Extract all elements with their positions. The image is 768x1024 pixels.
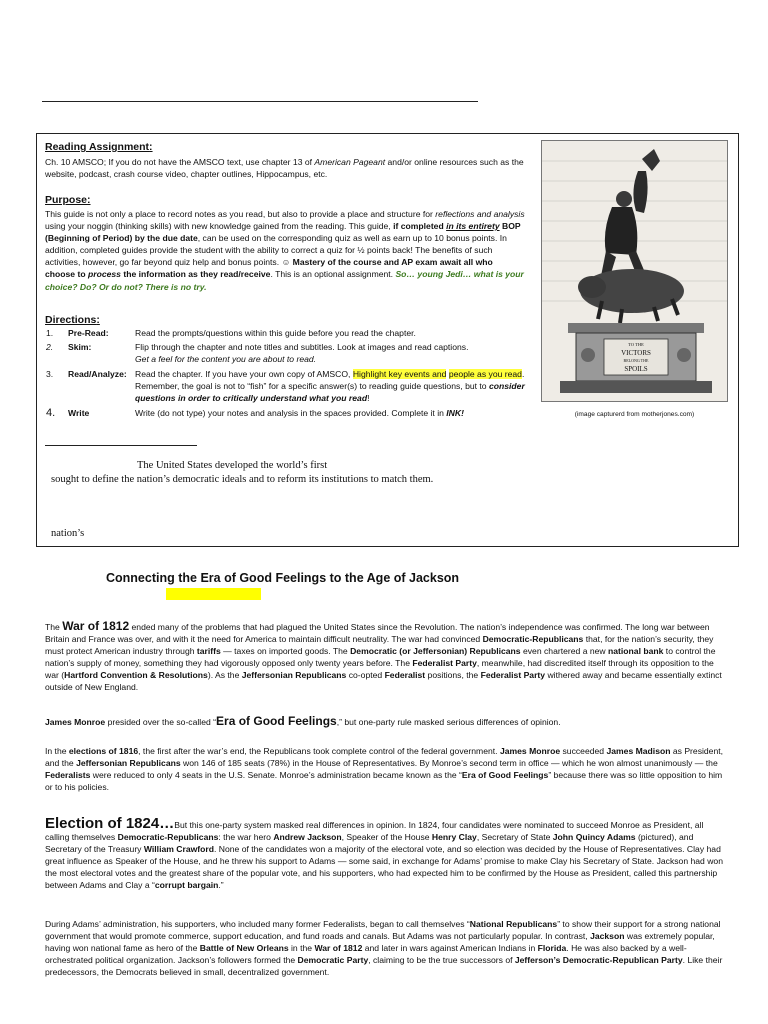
fragment-text: nation’s bbox=[51, 528, 85, 539]
plaque-text: BELONG THE bbox=[623, 358, 649, 363]
adams-paragraph: During Adams’ administration, his supporters, who included many former Federalists, began to call themselves “National Republicans” to show their support for a strong national government that would promote commerce, support education, and fund roads and canals. But Adams was not particularly popular. In contrast, Jackson was extremely popular, having won national fame as hero of the Battle of New Orleans in the War of 1812 and later in wars against American Indians in Florida. He was also backed by a well-orchestrated political organization. Jackson’s followers formed the Democratic Party, claiming to be the true successors of Jefferson’s Democratic-Republican Party. Like their predecessors, the Democrats believed in small, decentralized government. bbox=[45, 919, 723, 978]
direction-item: 3. Read/Analyze: Read the chapter. If you have your own copy of AMSCO, Highlight key events and people as you read. Remember, the goal is not to “fish” for a specific answer(s) to reading guide questions, but to consider questions in order to critically understand what you read! bbox=[46, 369, 525, 403]
plaque-text: TO THE bbox=[628, 342, 644, 347]
divider bbox=[45, 445, 197, 446]
plaque-text: VICTORS bbox=[621, 349, 651, 357]
monroe-paragraph: James Monroe presided over the so-called “Era of Good Feelings,” but one-party rule masked serious differences of opinion. bbox=[45, 714, 561, 728]
war-1812-paragraph: The War of 1812 ended many of the problems that had plagued the United States since the Revolution. The nation’s independence was confirmed. The long war between Britain and France was over, and with it the need for America to maintain difficult neutrality. The war had convinced Democratic-Republicans that, for the nation’s security, they must protect American industry through tariffs — taxes on imported goods. The Democratic (or Jeffersonian) Republicans even chartered a new national bank to control the nation’s supply of money, something they had vigorously opposed only twenty years before. The Federalist Party, meanwhile, had discredited itself through its opposition to the war (Hartford Convention & Resolutions). As the Jeffersonian Republicans co-opted Federalist positions, the Federalist Party withered away and became essentially extinct outside of New England. bbox=[45, 619, 722, 693]
purpose-heading: Purpose: bbox=[45, 194, 91, 206]
image-caption: (image capturerd from motherjones.com) bbox=[574, 411, 695, 418]
direction-item: 1. Pre-Read: Read the prompts/questions within this guide before you read the chapter. bbox=[46, 328, 416, 338]
fragment-text: sought to define the nation’s democratic ideals and to reform its institutions to match them. bbox=[51, 474, 434, 485]
reading-heading: Reading Assignment: bbox=[45, 141, 153, 153]
section-title: Connecting the Era of Good Feelings to the Age of Jackson bbox=[106, 571, 460, 585]
cartoon-illustration bbox=[542, 141, 727, 401]
election-1824-paragraph: Election of 1824…But this one-party system masked real differences in opinion. In 1824, four candidates were nominated to succeed Monroe as President, all calling themselves Democratic-Republicans: the war hero Andrew Jackson, Speaker of the House Henry Clay, Secretary of State John Quincy Adams (pictured), and Secretary of the Treasury William Crawford. None of the candidates won a majority of the electoral vote, and so election was decided by the House of Representatives. Clay had great influence as Speaker of the House, and he threw his support to Adams — some said, in exchange for Adams’ promise to make Clay his Secretary of State. Jackson had won the most electoral votes and the greatest share of the popular vote, and his supporters, who had expected him to be confirmed by the House as President, called this partnership between Adams and Clay a “corrupt bargain.” bbox=[45, 815, 723, 891]
directions-heading: Directions: bbox=[45, 314, 100, 326]
purpose-text: This guide is not only a place to record notes as you read, but also to provide a place and structure for reflections and analysis using your noggin (thinking skills) with new knowledge gained from the reading. This guide, if completed in its entirety BOP (Beginning of Period) by the due date, can be used on the corresponding quiz as well as earn up to 10 bonus points. In addition, completed guides provide the student with the ability to correct a quiz for ½ points back! The benefits of such activities, however, go far beyond quiz help and bonus points. ☺ Mastery of the course and AP exam await all who choose to process the information as they read/receive. This is an optional assignment. So… young Jedi… what is your choice? Do? Or do not? There is no try. bbox=[45, 209, 525, 292]
plaque-text: SPOILS bbox=[624, 365, 648, 373]
direction-item: 2. Skim: Flip through the chapter and note titles and subtitles. Look at images and read captions. Get a feel for the content you are about to read. bbox=[46, 342, 469, 364]
name-line bbox=[42, 101, 478, 102]
reading-text: Ch. 10 AMSCO; If you do not have the AMSCO text, use chapter 13 of American Pageant and/or online resources such as the website, podcast, crash course video, chapter outlines, Hippocampus, etc. bbox=[45, 157, 524, 180]
highlight-bar bbox=[166, 588, 261, 600]
victors-spoils-cartoon bbox=[541, 140, 728, 402]
elections-1816-paragraph: In the elections of 1816, the first after the war’s end, the Republicans took complete control of the federal government. James Monroe succeeded James Madison as President, and the Jeffersonian Republicans won 146 of 185 seats (78%) in the House of Representatives. By Monroe’s second term in office — which he won almost unanimously — the Federalists were reduced to only 4 seats in the U.S. Senate. Monroe’s administration became known as the “Era of Good Feelings” because there was so little opposition to him or to his policies. bbox=[45, 746, 724, 793]
direction-item: 4. Write Write (do not type) your notes and analysis in the spaces provided. Complete it in INK! bbox=[46, 407, 464, 419]
fragment-text: The United States developed the world’s first bbox=[137, 460, 328, 471]
